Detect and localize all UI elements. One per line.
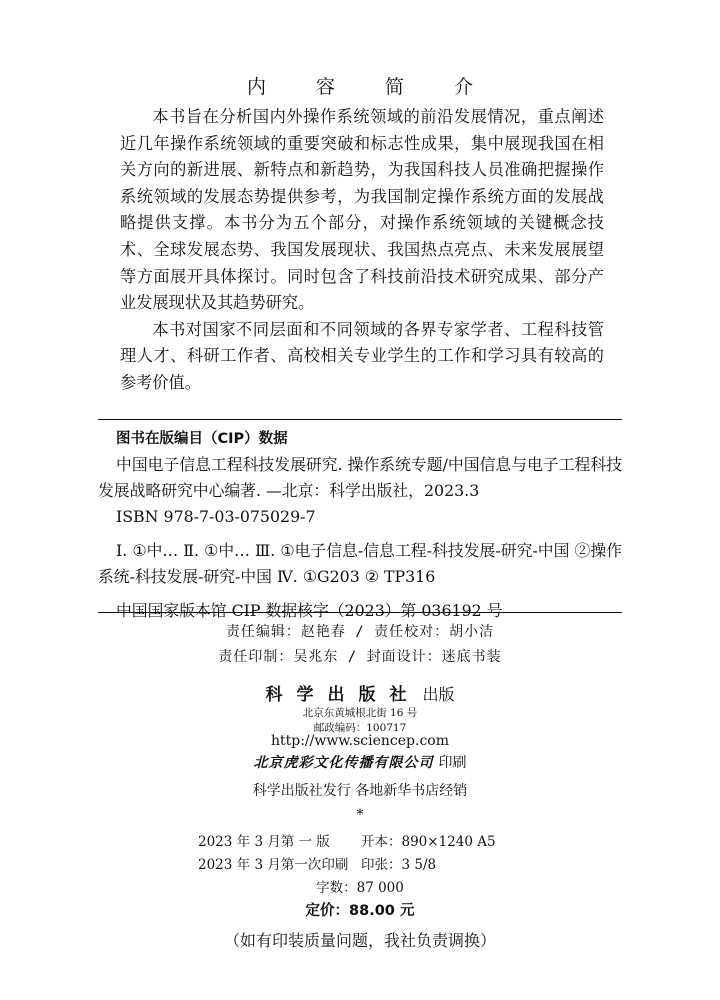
spec-edition: 2023 年 3 月第 一 版 xyxy=(198,834,330,850)
summary-body xyxy=(120,104,604,397)
summary-paragraph-2: 本书对国家不同层面和不同领域的各界专家学者、工程科技管理人才、科研工作者、高校相关专业学生的工作和学习具有较高的参考价值。 xyxy=(120,319,604,392)
spec-price: 定价：88.00 元 xyxy=(305,903,415,919)
spec-format: 开本：890×1240 A5 xyxy=(361,834,496,850)
printer-suffix: 印刷 xyxy=(438,755,467,771)
spec-word-count: 字数：87 000 xyxy=(316,880,404,896)
publisher-name: 科学出版社 xyxy=(265,685,421,705)
publisher-postcode: 邮政编码：100717 xyxy=(313,722,407,734)
publisher-address: 北京东黄城根北街 16 号 xyxy=(302,707,418,719)
spec-sheets: 印张：3 5/8 xyxy=(361,857,437,873)
cip-bottom-rule xyxy=(98,612,622,613)
cip-data-check: 中国国家版本馆 CIP 数据核字（2023）第 036192 号 xyxy=(116,601,503,620)
distribution-line: 科学出版社发行 各地新华书店经销 xyxy=(252,783,468,799)
cip-heading: 图书在版编目（CIP）数据 xyxy=(116,431,288,447)
cip-top-rule xyxy=(98,419,622,420)
publisher-suffix: 出版 xyxy=(422,685,455,704)
publisher-line xyxy=(0,680,720,705)
spec-printing: 2023 年 3 月第一次印刷 xyxy=(198,857,349,873)
publisher-url[interactable]: http://www.sciencep.com xyxy=(270,733,449,749)
summary-title: 内 容 简 介 xyxy=(246,76,496,98)
cip-block xyxy=(98,426,622,624)
cip-classification: Ⅰ. ①中… Ⅱ. ①中… Ⅲ. ①电子信息-信息工程-科技发展-研究-中国 ②操作系统-科技发展-研究-中国 Ⅳ. ①G203 ② TP316 xyxy=(98,541,622,586)
cip-isbn: ISBN 978-7-03-075029-7 xyxy=(116,507,316,526)
separator-asterisk: * xyxy=(356,807,364,823)
quality-notice: （如有印装质量问题，我社负责调换） xyxy=(223,931,496,950)
printer-name: 北京虎彩文化传播有限公司 xyxy=(253,755,434,771)
staff-line-production: 责任印制：吴兆东 / 封面设计：迷底书装 xyxy=(218,649,502,665)
cip-book-entry: 中国电子信息工程科技发展研究. 操作系统专题/中国信息与电子工程科技发展战略研究中心编著. —北京：科学出版社，2023.3 xyxy=(98,455,622,500)
staff-line-editors: 责任编辑：赵艳春 / 责任校对：胡小洁 xyxy=(225,624,495,640)
printer-line xyxy=(0,752,720,772)
summary-paragraph-1: 本书旨在分析国内外操作系统领域的前沿发展情况，重点阐述近几年操作系统领域的重要突破和标志性成果，集中展现我国在相关方向的新进展、新特点和新趋势，为我国科技人员准确把握操作系统领域的发展态势提供参考，为我国制定操作系统方面的发展战略提供支撑。本书分为五个部分，对操作系统领域的关键概念技术、全球发展态势、我国发展现状、我国热点亮点、未来发展展望等方面展开具体探讨。同时包含了科技前沿技术研究成果、部分产业发展现状及其趋势研究。 xyxy=(120,107,604,313)
